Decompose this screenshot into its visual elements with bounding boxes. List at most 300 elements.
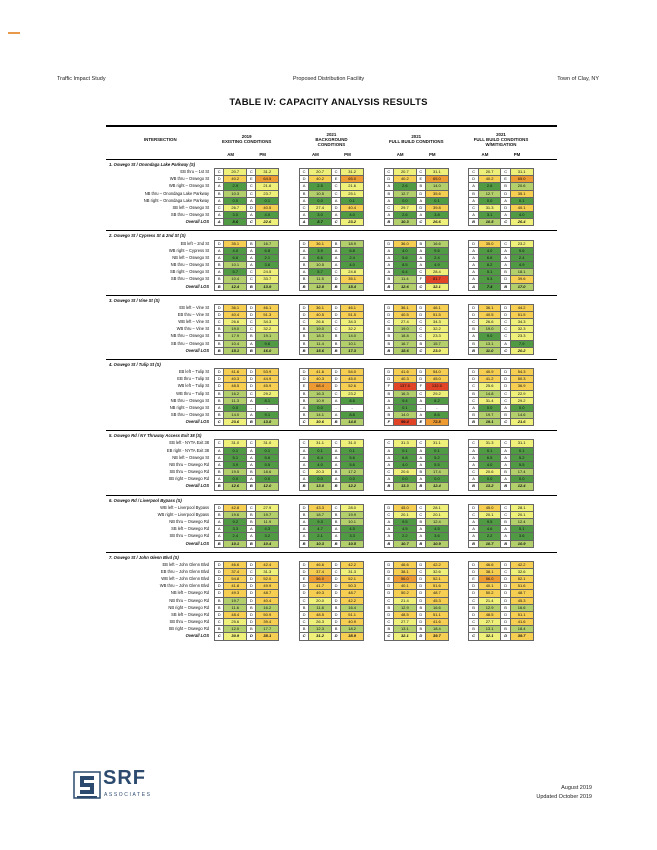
delay-cell: 0.0 (256, 476, 279, 483)
column-gap (279, 447, 300, 454)
delay-cell: 18.4 (510, 626, 533, 633)
column-gap (364, 440, 385, 447)
los-cell: D (469, 376, 478, 383)
los-cell: D (384, 369, 393, 376)
column-gap (364, 283, 385, 290)
column-gap (279, 397, 300, 404)
delay-cell: 20.7 (224, 169, 247, 176)
overall-label: Overall LOS (185, 283, 210, 289)
delay-cell: 46.1 (341, 304, 364, 311)
los-cell: B (501, 183, 510, 190)
delay-cell: 6.6 (309, 254, 332, 261)
los-cell: A (469, 269, 478, 276)
movement-row (106, 568, 557, 575)
delay-cell: 41.6 (224, 369, 247, 376)
overall-row (106, 633, 557, 640)
column-header-line: CONDITIONS (317, 141, 346, 147)
delay-cell: 12.9 (393, 604, 416, 611)
delay-cell: 81.7 (426, 276, 449, 283)
los-cell: A (331, 533, 340, 540)
delay-cell: 42.2 (510, 561, 533, 568)
los-cell: C (416, 440, 425, 447)
column-gap (448, 590, 469, 597)
delay-cell: 10.4 (256, 540, 279, 547)
delay-cell: 2.4 (224, 533, 247, 540)
los-cell: D (331, 576, 340, 583)
delay-cell: 3.9 (224, 461, 247, 468)
los-cell: C (331, 190, 340, 197)
delay-cell: 32.1 (478, 633, 501, 640)
delay-cell: 14.8 (478, 390, 501, 397)
delay-cell: 16.2 (224, 390, 247, 397)
delay-cell: 10.1 (224, 540, 247, 547)
column-gap (533, 219, 557, 226)
los-cell: D (469, 369, 478, 376)
delay-cell: 40.5 (393, 311, 416, 318)
delay-cell: 42.2 (341, 561, 364, 568)
column-gap (279, 419, 300, 426)
los-cell: A (469, 519, 478, 526)
movement-label: NB thru – Oswego Rd (169, 461, 210, 467)
delay-cell: 72.8 (426, 419, 449, 426)
los-cell: D (299, 590, 308, 597)
delay-cell: 54.3 (510, 369, 533, 376)
column-gap (364, 504, 385, 511)
delay-cell: 12.8 (309, 283, 332, 290)
los-cell: B (215, 412, 224, 419)
column-gap (364, 533, 385, 540)
los-cell: A (501, 197, 510, 204)
delay-cell: 12.4 (224, 283, 247, 290)
column-gap (279, 483, 300, 490)
delay-cell: 11.4 (309, 340, 332, 347)
los-cell: D (299, 504, 308, 511)
delay-cell: 0.0 (393, 197, 416, 204)
movement-label: WB thru – Tulip St (176, 390, 210, 396)
movement-row (106, 340, 557, 347)
column-gap (364, 583, 385, 590)
los-cell: B (215, 540, 224, 547)
column-gap (533, 511, 557, 518)
los-cell: C (416, 333, 425, 340)
delay-cell: 42.4 (256, 561, 279, 568)
los-cell: B (299, 397, 308, 404)
column-gap (448, 461, 469, 468)
los-cell: C (247, 276, 256, 283)
column-gap (279, 511, 300, 518)
column-gap (533, 440, 557, 447)
delay-cell: 41.7 (309, 583, 332, 590)
los-cell: C (384, 319, 393, 326)
movement-label: EB right - NYTA Exit 38 (166, 447, 210, 453)
delay-cell: 19.6 (224, 511, 247, 518)
column-gap (364, 169, 385, 176)
delay-cell: 23.3 (426, 333, 449, 340)
column-header-line: W/MITIGATION (485, 141, 517, 147)
column-gap (448, 240, 469, 247)
delay-cell: 18.4 (426, 626, 449, 633)
delay-cell: 9.5 (393, 519, 416, 526)
los-cell: B (331, 419, 340, 426)
los-cell: A (501, 404, 510, 411)
delay-cell: 10.5 (309, 190, 332, 197)
delay-cell: 4.9 (510, 262, 533, 269)
los-cell: B (416, 183, 425, 190)
los-cell: B (331, 511, 340, 518)
delay-cell: 31.1 (309, 440, 332, 447)
column-gap (279, 254, 300, 261)
column-gap (448, 376, 469, 383)
los-cell: D (215, 576, 224, 583)
column-gap (279, 597, 300, 604)
los-cell: B (501, 540, 510, 547)
los-cell: C (299, 469, 308, 476)
delay-cell: 40.3 (309, 376, 332, 383)
delay-cell: 0.0 (309, 197, 332, 204)
delay-cell: 8.6 (341, 397, 364, 404)
column-gap (448, 404, 469, 411)
column-gap (448, 583, 469, 590)
los-cell: A (215, 461, 224, 468)
col-intersection: INTERSECTION (143, 136, 177, 142)
column-gap (533, 568, 557, 575)
column-header-line: FULL BUILD CONDITIONS (388, 139, 444, 144)
los-cell: D (469, 311, 478, 318)
delay-cell: 15.1 (224, 347, 247, 354)
los-cell: A (384, 197, 393, 204)
los-cell: B (469, 347, 478, 354)
movement-row (106, 240, 557, 247)
los-cell: B (215, 347, 224, 354)
delay-cell: 2.1 (309, 533, 332, 540)
delay-cell: 5.2 (510, 454, 533, 461)
movement-row (106, 619, 557, 626)
los-cell: A (247, 526, 256, 533)
los-cell: B (299, 540, 308, 547)
column-gap (364, 447, 385, 454)
column-gap (364, 276, 385, 283)
delay-cell: 40.5 (478, 311, 501, 318)
delay-cell: 13.1 (393, 626, 416, 633)
los-cell: C (469, 204, 478, 211)
los-cell: D (247, 376, 256, 383)
los-cell: E (299, 576, 308, 583)
delay-cell: 3.2 (256, 533, 279, 540)
delay-cell: 19.0 (393, 326, 416, 333)
los-cell: D (416, 561, 425, 568)
delay-cell: 8.2 (478, 262, 501, 269)
delay-cell: 21.4 (478, 597, 501, 604)
delay-cell: 10.3 (224, 190, 247, 197)
los-cell: A (299, 219, 308, 226)
delay-cell: 49.3 (309, 590, 332, 597)
delay-cell: 28.0 (341, 504, 364, 511)
delay-cell: 44.9 (256, 376, 279, 383)
los-cell: A (247, 461, 256, 468)
overall-row (106, 347, 557, 354)
column-gap (448, 212, 469, 219)
delay-cell: 45.0 (426, 376, 449, 383)
overall-label: Overall LOS (185, 540, 210, 546)
delay-cell: 19.9 (341, 511, 364, 518)
column-gap (279, 383, 300, 390)
delay-cell: 27.9 (256, 504, 279, 511)
delay-cell: 14.8 (341, 419, 364, 426)
column-gap (364, 597, 385, 604)
column-gap (448, 568, 469, 575)
delay-cell: 4.5 (341, 526, 364, 533)
los-cell: B (215, 483, 224, 490)
delay-cell: 32.2 (341, 326, 364, 333)
delay-cell: 13.8 (256, 419, 279, 426)
los-cell: B (501, 626, 510, 633)
delay-cell: 10.9 (510, 540, 533, 547)
footer-date: August 2019 (561, 785, 592, 791)
los-cell: B (247, 240, 256, 247)
column-gap (533, 333, 557, 340)
los-cell: C (469, 511, 478, 518)
delay-cell: 17.2 (341, 469, 364, 476)
movement-label: NB thru – Oswego St (170, 262, 210, 268)
los-cell: B (384, 626, 393, 633)
delay-cell: 44.2 (510, 304, 533, 311)
delay-cell: 15.7 (426, 340, 449, 347)
column-gap (448, 283, 469, 290)
delay-cell: 29.7 (393, 204, 416, 211)
delay-cell: 0.1 (224, 447, 247, 454)
los-cell: C (331, 183, 340, 190)
los-cell: A (215, 269, 224, 276)
column-gap (448, 390, 469, 397)
los-cell: C (501, 326, 510, 333)
delay-cell: 19.7 (224, 597, 247, 604)
los-cell: A (384, 404, 393, 411)
delay-cell: 10.3 (309, 540, 332, 547)
column-gap (364, 369, 385, 376)
delay-cell: 20.3 (309, 469, 332, 476)
column-gap (448, 333, 469, 340)
los-cell: A (501, 454, 510, 461)
delay-cell: 45.3 (510, 597, 533, 604)
los-cell: C (331, 326, 340, 333)
los-cell: B (331, 626, 340, 633)
column-gap (364, 454, 385, 461)
los-cell: D (247, 633, 256, 640)
los-cell: A (416, 412, 425, 419)
los-cell: A (416, 254, 425, 261)
delay-cell: 5.5 (256, 461, 279, 468)
overall-row (106, 483, 557, 490)
delay-cell: 50.2 (478, 590, 501, 597)
los-cell: A (384, 526, 393, 533)
column-gap (364, 619, 385, 626)
intersection-title-row (106, 233, 557, 240)
delay-cell: 19.0 (478, 326, 501, 333)
los-cell: D (501, 619, 510, 626)
column-gap (448, 204, 469, 211)
movement-label: NB left – Oswego St (172, 254, 210, 260)
los-cell: B (331, 347, 340, 354)
delay-cell: 0.1 (510, 197, 533, 204)
column-gap (279, 311, 300, 318)
los-cell: D (331, 276, 340, 283)
delay-cell: - (256, 404, 279, 411)
column-gap (448, 262, 469, 269)
los-cell: C (299, 440, 308, 447)
los-cell: A (469, 197, 478, 204)
delay-cell: 40.2 (393, 176, 416, 183)
delay-cell: 35.1 (224, 240, 247, 247)
delay-cell: 2.5 (309, 183, 332, 190)
delay-cell: 41.6 (309, 369, 332, 376)
delay-cell: 27.7 (478, 619, 501, 626)
column-gap (364, 212, 385, 219)
los-cell: A (247, 340, 256, 347)
intersection-title: 1. Oswego St / Onondaga Lake Parkway (S) (109, 162, 196, 167)
column-gap (533, 340, 557, 347)
column-gap (364, 340, 385, 347)
los-cell: C (247, 440, 256, 447)
los-cell: F (384, 419, 393, 426)
los-cell: C (247, 183, 256, 190)
overall-label: Overall LOS (185, 219, 210, 225)
los-cell: A (247, 476, 256, 483)
los-cell: D (331, 311, 340, 318)
los-cell: C (416, 269, 425, 276)
los-cell: A (299, 519, 308, 526)
column-gap (533, 404, 557, 411)
delay-cell: 37.4 (224, 568, 247, 575)
column-gap (279, 304, 300, 311)
delay-cell: 17.4 (510, 469, 533, 476)
los-cell: E (299, 383, 308, 390)
delay-cell: 31.0 (256, 440, 279, 447)
los-cell: A (299, 212, 308, 219)
column-gap (533, 561, 557, 568)
los-cell: C (247, 326, 256, 333)
column-gap (279, 583, 300, 590)
delay-cell: 20.7 (478, 169, 501, 176)
los-cell: A (469, 183, 478, 190)
delay-cell: 8.8 (341, 412, 364, 419)
los-cell: A (299, 254, 308, 261)
los-cell: A (416, 454, 425, 461)
movement-row (106, 461, 557, 468)
delay-cell: 26.6 (309, 319, 332, 326)
delay-cell: 31.1 (510, 169, 533, 176)
los-cell: B (247, 419, 256, 426)
movement-label: NB right – Onondaga Lake Parkway (143, 197, 210, 203)
delay-cell: 21.6 (256, 183, 279, 190)
srf-logo-icon (72, 770, 102, 800)
movement-label: NB thru – Oswego Rd (169, 597, 210, 603)
los-cell: C (299, 633, 308, 640)
delay-cell: 0.0 (309, 476, 332, 483)
delay-cell: 5.5 (510, 461, 533, 468)
column-gap (364, 568, 385, 575)
los-cell: B (215, 326, 224, 333)
column-gap (448, 247, 469, 254)
movement-label: NB right – Oswego St (169, 404, 210, 410)
column-gap (448, 611, 469, 618)
los-cell: A (501, 254, 510, 261)
los-cell: A (469, 262, 478, 269)
delay-cell: 48.4 (224, 611, 247, 618)
column-gap (533, 519, 557, 526)
delay-cell: 35.0 (478, 240, 501, 247)
column-gap (279, 604, 300, 611)
los-cell: D (501, 383, 510, 390)
delay-cell: 20.1 (393, 511, 416, 518)
delay-cell: 54.0 (341, 369, 364, 376)
delay-cell: 15.4 (341, 283, 364, 290)
column-gap (533, 454, 557, 461)
column-gap (364, 519, 385, 526)
delay-cell: 5.6 (341, 454, 364, 461)
movement-row (106, 276, 557, 283)
column-gap (448, 340, 469, 347)
los-cell: D (331, 369, 340, 376)
column-gap (364, 240, 385, 247)
delay-cell: 46.1 (256, 304, 279, 311)
delay-cell: 13.9 (256, 283, 279, 290)
los-cell: A (469, 447, 478, 454)
header-left: Traffic Impact Study (57, 76, 106, 82)
delay-cell: 4.0 (224, 247, 247, 254)
los-cell: B (215, 190, 224, 197)
column-gap (533, 197, 557, 204)
column-gap (279, 240, 300, 247)
delay-cell: 2.6 (393, 212, 416, 219)
intersection-title: 5. Oswego Rd / NY Thruway Access Exit 38 (S) (109, 433, 202, 439)
column-gap (364, 326, 385, 333)
los-cell: C (501, 397, 510, 404)
los-cell: A (469, 283, 478, 290)
movement-label: EB thru – Tulip St (177, 376, 210, 382)
los-cell: D (331, 633, 340, 640)
delay-cell: 0.0 (309, 404, 332, 411)
los-cell: C (384, 619, 393, 626)
movement-label: EB left – Tulip St (178, 369, 210, 375)
delay-cell: 20.1 (478, 511, 501, 518)
logo-name: SRF (103, 767, 146, 789)
column-gap (448, 597, 469, 604)
los-cell: C (501, 568, 510, 575)
los-cell: B (331, 483, 340, 490)
los-cell: A (501, 447, 510, 454)
column-gap (279, 319, 300, 326)
delay-cell: - (341, 404, 364, 411)
movement-row (106, 319, 557, 326)
los-cell: C (384, 597, 393, 604)
delay-cell: 6.5 (478, 454, 501, 461)
los-cell: A (469, 254, 478, 261)
delay-cell: 5.1 (224, 454, 247, 461)
delay-cell: 14.0 (224, 412, 247, 419)
column-gap (533, 319, 557, 326)
los-cell: B (299, 276, 308, 283)
delay-cell: 10.5 (341, 540, 364, 547)
delay-cell: 30.6 (309, 419, 332, 426)
los-cell: C (215, 633, 224, 640)
delay-cell: 4.0 (393, 461, 416, 468)
los-cell: A (215, 219, 224, 226)
overall-label: Overall LOS (185, 347, 210, 353)
column-gap (533, 590, 557, 597)
overall-label: Overall LOS (185, 483, 210, 489)
los-cell: C (501, 419, 510, 426)
movement-row (106, 476, 557, 483)
